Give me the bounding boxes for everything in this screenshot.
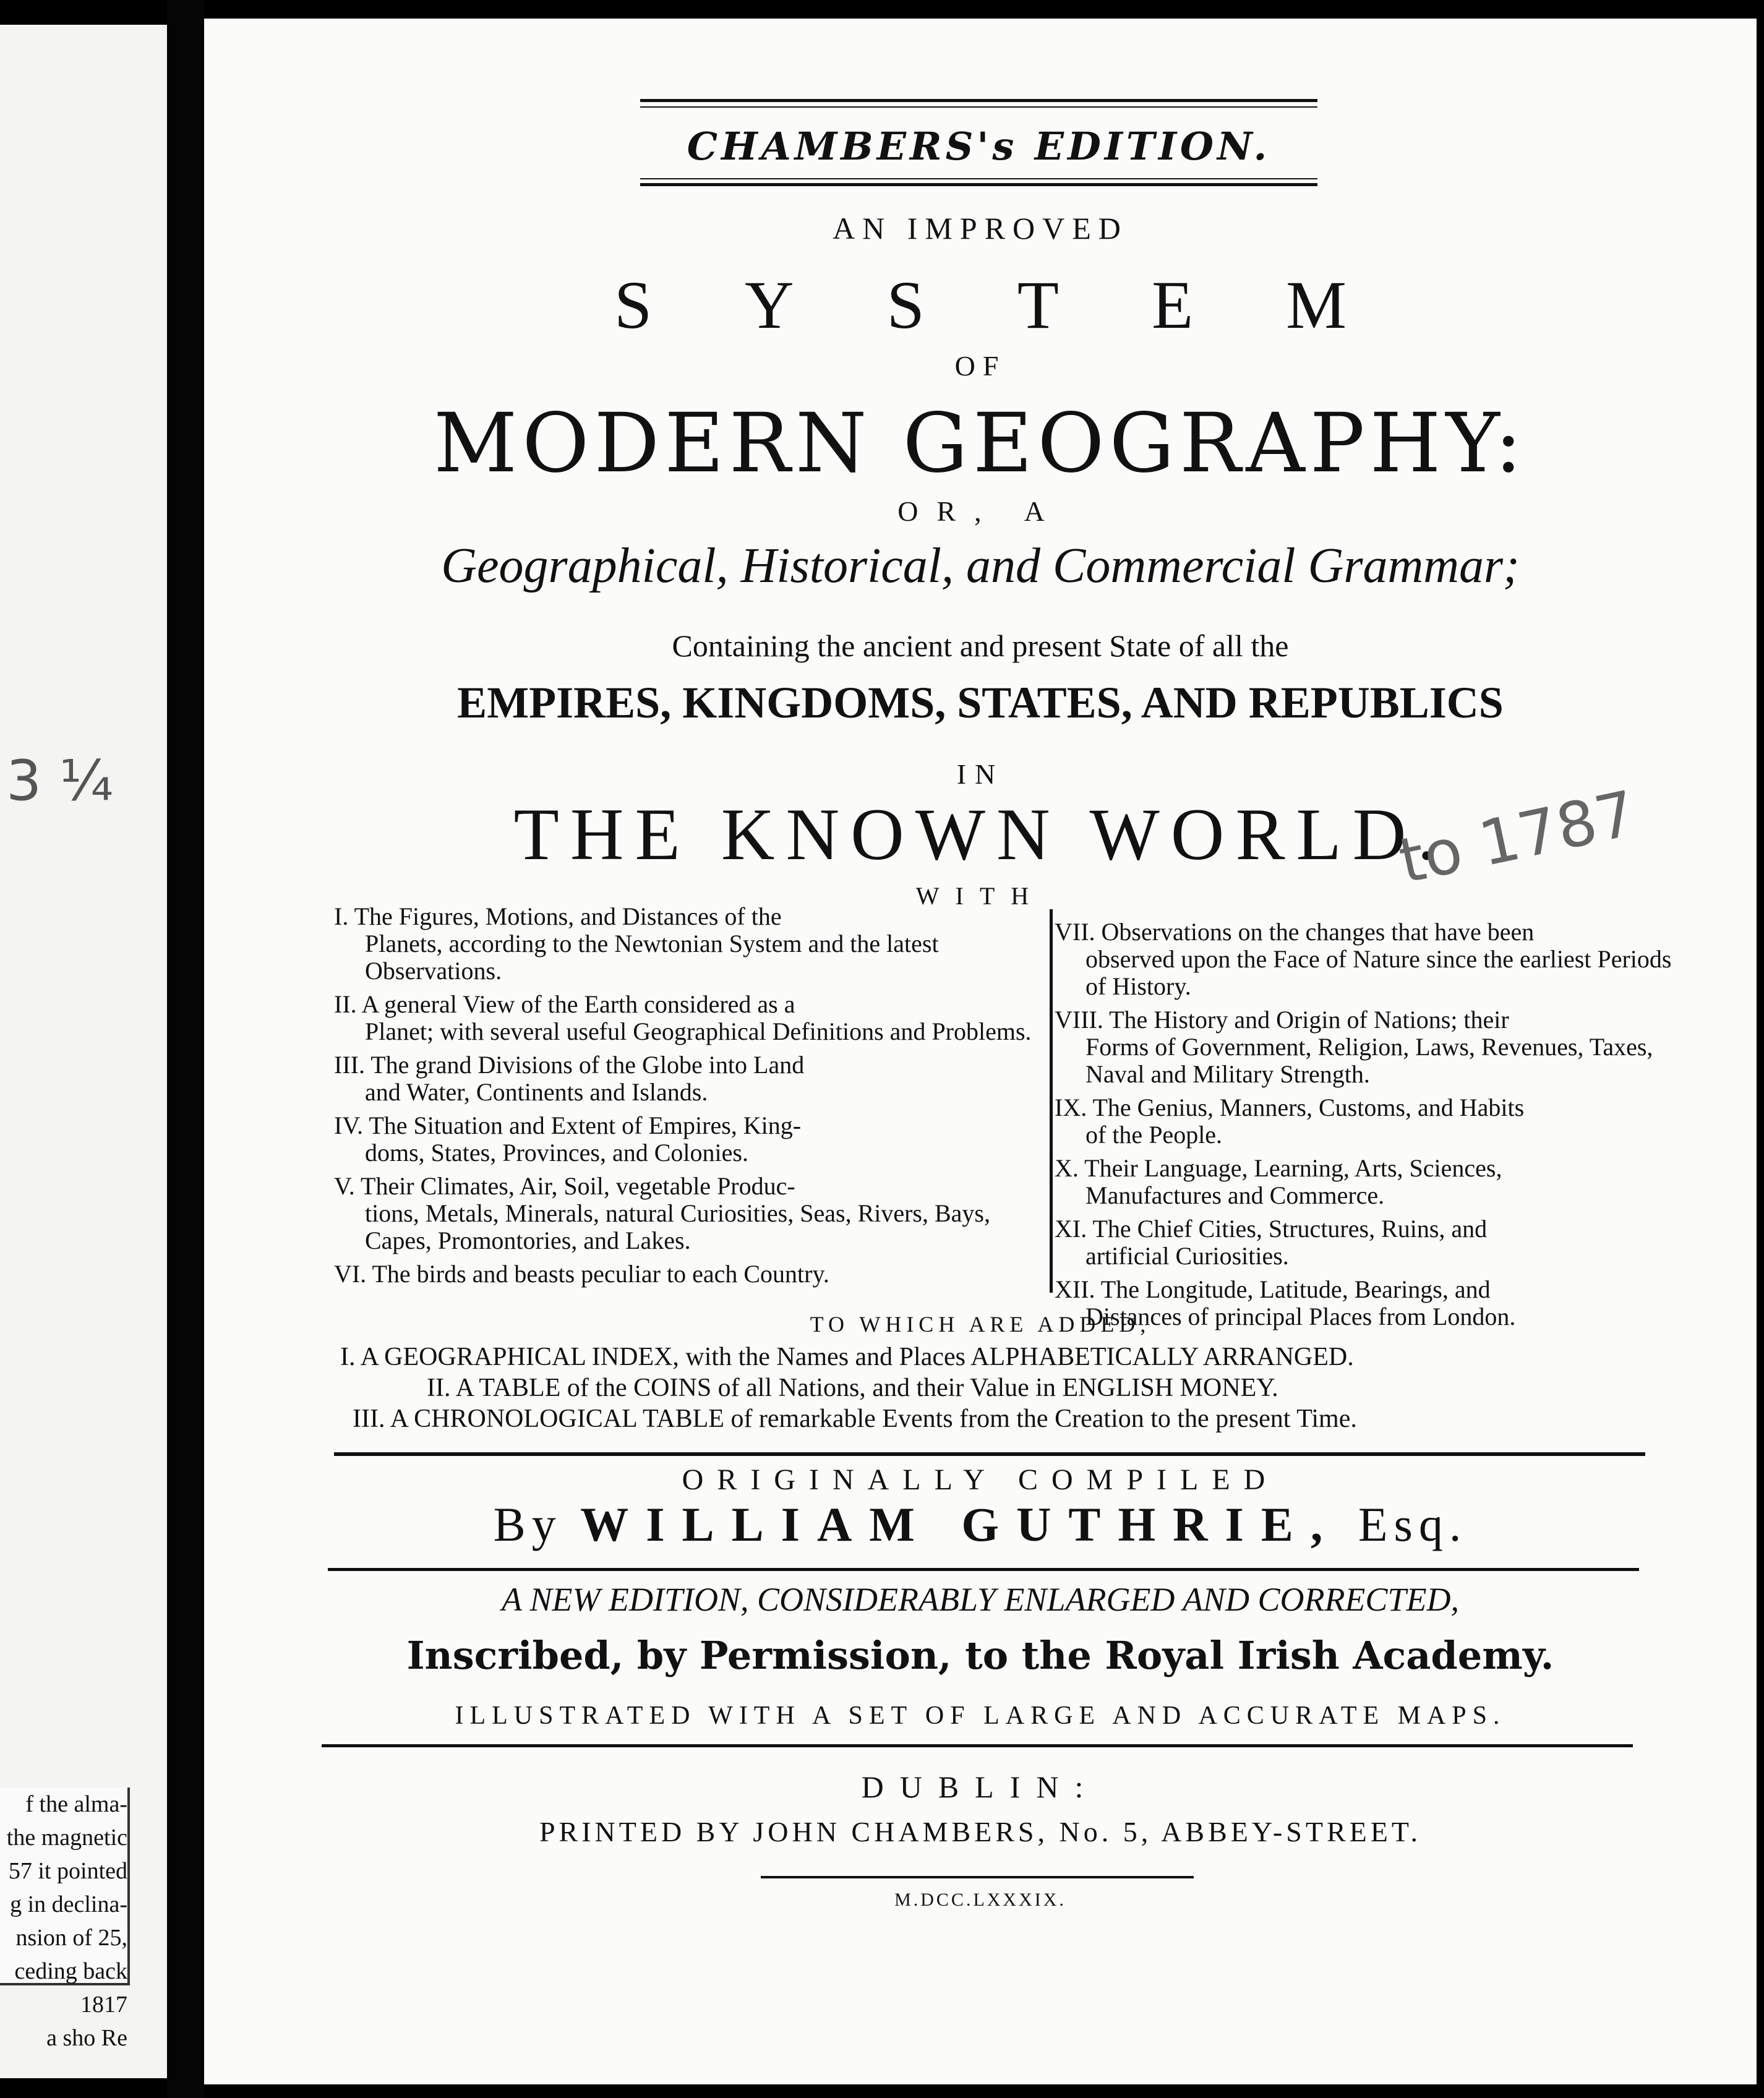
edition-banner	[640, 99, 1317, 192]
item-continuation: Manufactures and Commerce.	[1085, 1181, 1385, 1209]
item-continuation: Planets, according to the Newtonian System and the latest Observations.	[365, 930, 939, 985]
section-rule	[328, 1568, 1639, 1571]
by-word: By	[493, 1497, 562, 1551]
inscribed-line: Inscribed, by Permission, to the Royal Irish Academy.	[406, 1633, 1554, 1678]
contents-right-column	[1055, 918, 1673, 1337]
item-continuation: Forms of Government, Religion, Laws, Revenues, Taxes, Naval and Military Strength.	[1085, 1033, 1653, 1088]
subtitle-grammar: Geographical, Historical, and Commercial Grammar;	[441, 539, 1520, 593]
main-title: MODERN GEOGRAPHY:	[434, 396, 1527, 491]
item-first-line: IV. The Situation and Extent of Empires, King-	[334, 1111, 802, 1139]
contents-item	[1055, 1094, 1673, 1149]
banner-rule-bottom-thin	[640, 178, 1317, 179]
date-rule	[761, 1876, 1194, 1878]
contents-item	[334, 1112, 1045, 1167]
originally-compiled: ORIGINALLY COMPILED	[682, 1463, 1279, 1496]
of-line: OF	[954, 350, 1006, 382]
item-continuation: tions, Metals, Minerals, natural Curiosities, Seas, Rivers, Bays, Capes, Promontories, and Lakes.	[365, 1199, 990, 1254]
to-which-added: TO WHICH ARE ADDED,	[810, 1312, 1151, 1337]
contents-item	[334, 903, 1045, 985]
item-continuation: Planet; with several useful Geographical Definitions and Problems.	[365, 1017, 1032, 1045]
item-first-line: II. A general View of the Earth considered as a	[334, 990, 795, 1018]
added-item: III. A CHRONOLOGICAL TABLE of remarkable Events from the Creation to the present Time.	[353, 1405, 1357, 1433]
item-first-line: IX. The Genius, Manners, Customs, and Habits	[1055, 1094, 1525, 1121]
edition-banner-text: CHAMBERS's EDITION.	[687, 124, 1271, 169]
item-first-line: VIII. The History and Origin of Nations; their	[1055, 1006, 1509, 1034]
item-continuation: observed upon the Face of Nature since the earliest Periods of History.	[1085, 945, 1672, 1000]
title-page	[204, 19, 1757, 2084]
banner-rule-bottom	[640, 183, 1317, 186]
contents-item	[334, 991, 1045, 1045]
snippet-line: nsion of 25,	[15, 1925, 127, 1951]
item-continuation: doms, States, Provinces, and Colonies.	[365, 1139, 748, 1167]
an-improved-line: AN IMPROVED	[833, 211, 1128, 246]
author-suffix: Esq.	[1358, 1497, 1468, 1551]
contents-item	[1055, 918, 1673, 1000]
item-continuation: Distances of principal Places from London.	[1085, 1303, 1516, 1330]
section-rule	[322, 1744, 1633, 1747]
empires-line: EMPIRES, KINGDOMS, STATES, AND REPUBLICS	[457, 678, 1504, 727]
item-continuation: and Water, Continents and Islands.	[365, 1078, 708, 1106]
snippet-line: a sho Re	[46, 2025, 127, 2051]
contents-item	[334, 1051, 1045, 1106]
contents-item	[334, 1173, 1045, 1254]
item-first-line: XII. The Longitude, Latitude, Bearings, and	[1055, 1275, 1491, 1303]
book-gutter	[167, 0, 204, 2098]
banner-rule-top	[640, 99, 1317, 102]
snippet-line: 1817	[80, 1992, 127, 2018]
contents-item	[1055, 1006, 1673, 1088]
imprint-date: M.DCC.LXXXIX.	[894, 1890, 1066, 1910]
known-world-heading: THE KNOWN WORLD.	[513, 793, 1447, 875]
snippet-line: the magnetic	[6, 1825, 127, 1851]
new-edition-line: A NEW EDITION, CONSIDERABLY ENLARGED AND CORRECTED,	[502, 1581, 1459, 1618]
added-item: I. A GEOGRAPHICAL INDEX, with the Names and Places ALPHABETICALLY ARRANGED.	[340, 1343, 1354, 1371]
item-first-line: I. The Figures, Motions, and Distances of the	[334, 902, 782, 930]
snippet-line: f the alma-	[25, 1791, 127, 1817]
handwritten-fraction: 3 ¼	[6, 748, 114, 813]
containing-line: Containing the ancient and present State of all the	[672, 628, 1289, 663]
snippet-line: 57 it pointed	[8, 1858, 127, 1884]
snippet-line: g in declina-	[10, 1891, 127, 1917]
section-rule	[334, 1452, 1645, 1456]
item-first-line: VII. Observations on the changes that have been	[1055, 918, 1535, 946]
pasted-snippet	[0, 1788, 130, 2051]
system-heading: SYSTEM	[614, 267, 1439, 343]
item-first-line: III. The grand Divisions of the Globe into Land	[334, 1051, 805, 1079]
item-first-line: X. Their Language, Learning, Arts, Sciences,	[1055, 1154, 1502, 1182]
banner-rule-top-thin	[640, 106, 1317, 108]
contents-left-column	[334, 903, 1045, 1294]
with-line: WITH	[915, 882, 1045, 910]
left-facing-page	[0, 25, 167, 2078]
column-divider	[1050, 909, 1053, 1293]
item-continuation: artificial Curiosities.	[1085, 1242, 1289, 1270]
added-item: II. A TABLE of the COINS of all Nations, and their Value in ENGLISH MONEY.	[427, 1374, 1278, 1402]
item-continuation: of the People.	[1085, 1121, 1223, 1149]
or-a-line: OR, A	[897, 495, 1063, 527]
contents-item	[334, 1261, 1045, 1288]
author-name: WILLIAM GUTHRIE,	[580, 1497, 1340, 1551]
snippet-line: ceding back	[14, 1958, 127, 1984]
item-first-line: VI. The birds and beasts peculiar to each Country.	[334, 1260, 829, 1288]
contents-item	[1055, 1215, 1673, 1270]
author-line	[204, 1497, 1757, 1552]
item-first-line: V. Their Climates, Air, Soil, vegetable Produc-	[334, 1172, 795, 1200]
illustrated-line: ILLUSTRATED WITH A SET OF LARGE AND ACCURATE MAPS.	[455, 1702, 1506, 1730]
in-line: IN	[956, 758, 1004, 790]
imprint-city: DUBLIN:	[861, 1770, 1100, 1804]
imprint-printer: PRINTED BY JOHN CHAMBERS, No. 5, ABBEY-STREET.	[539, 1816, 1422, 1848]
handwritten-note: to 1787	[1393, 777, 1642, 897]
contents-item	[1055, 1155, 1673, 1209]
item-first-line: XI. The Chief Cities, Structures, Ruins, and	[1055, 1215, 1488, 1243]
